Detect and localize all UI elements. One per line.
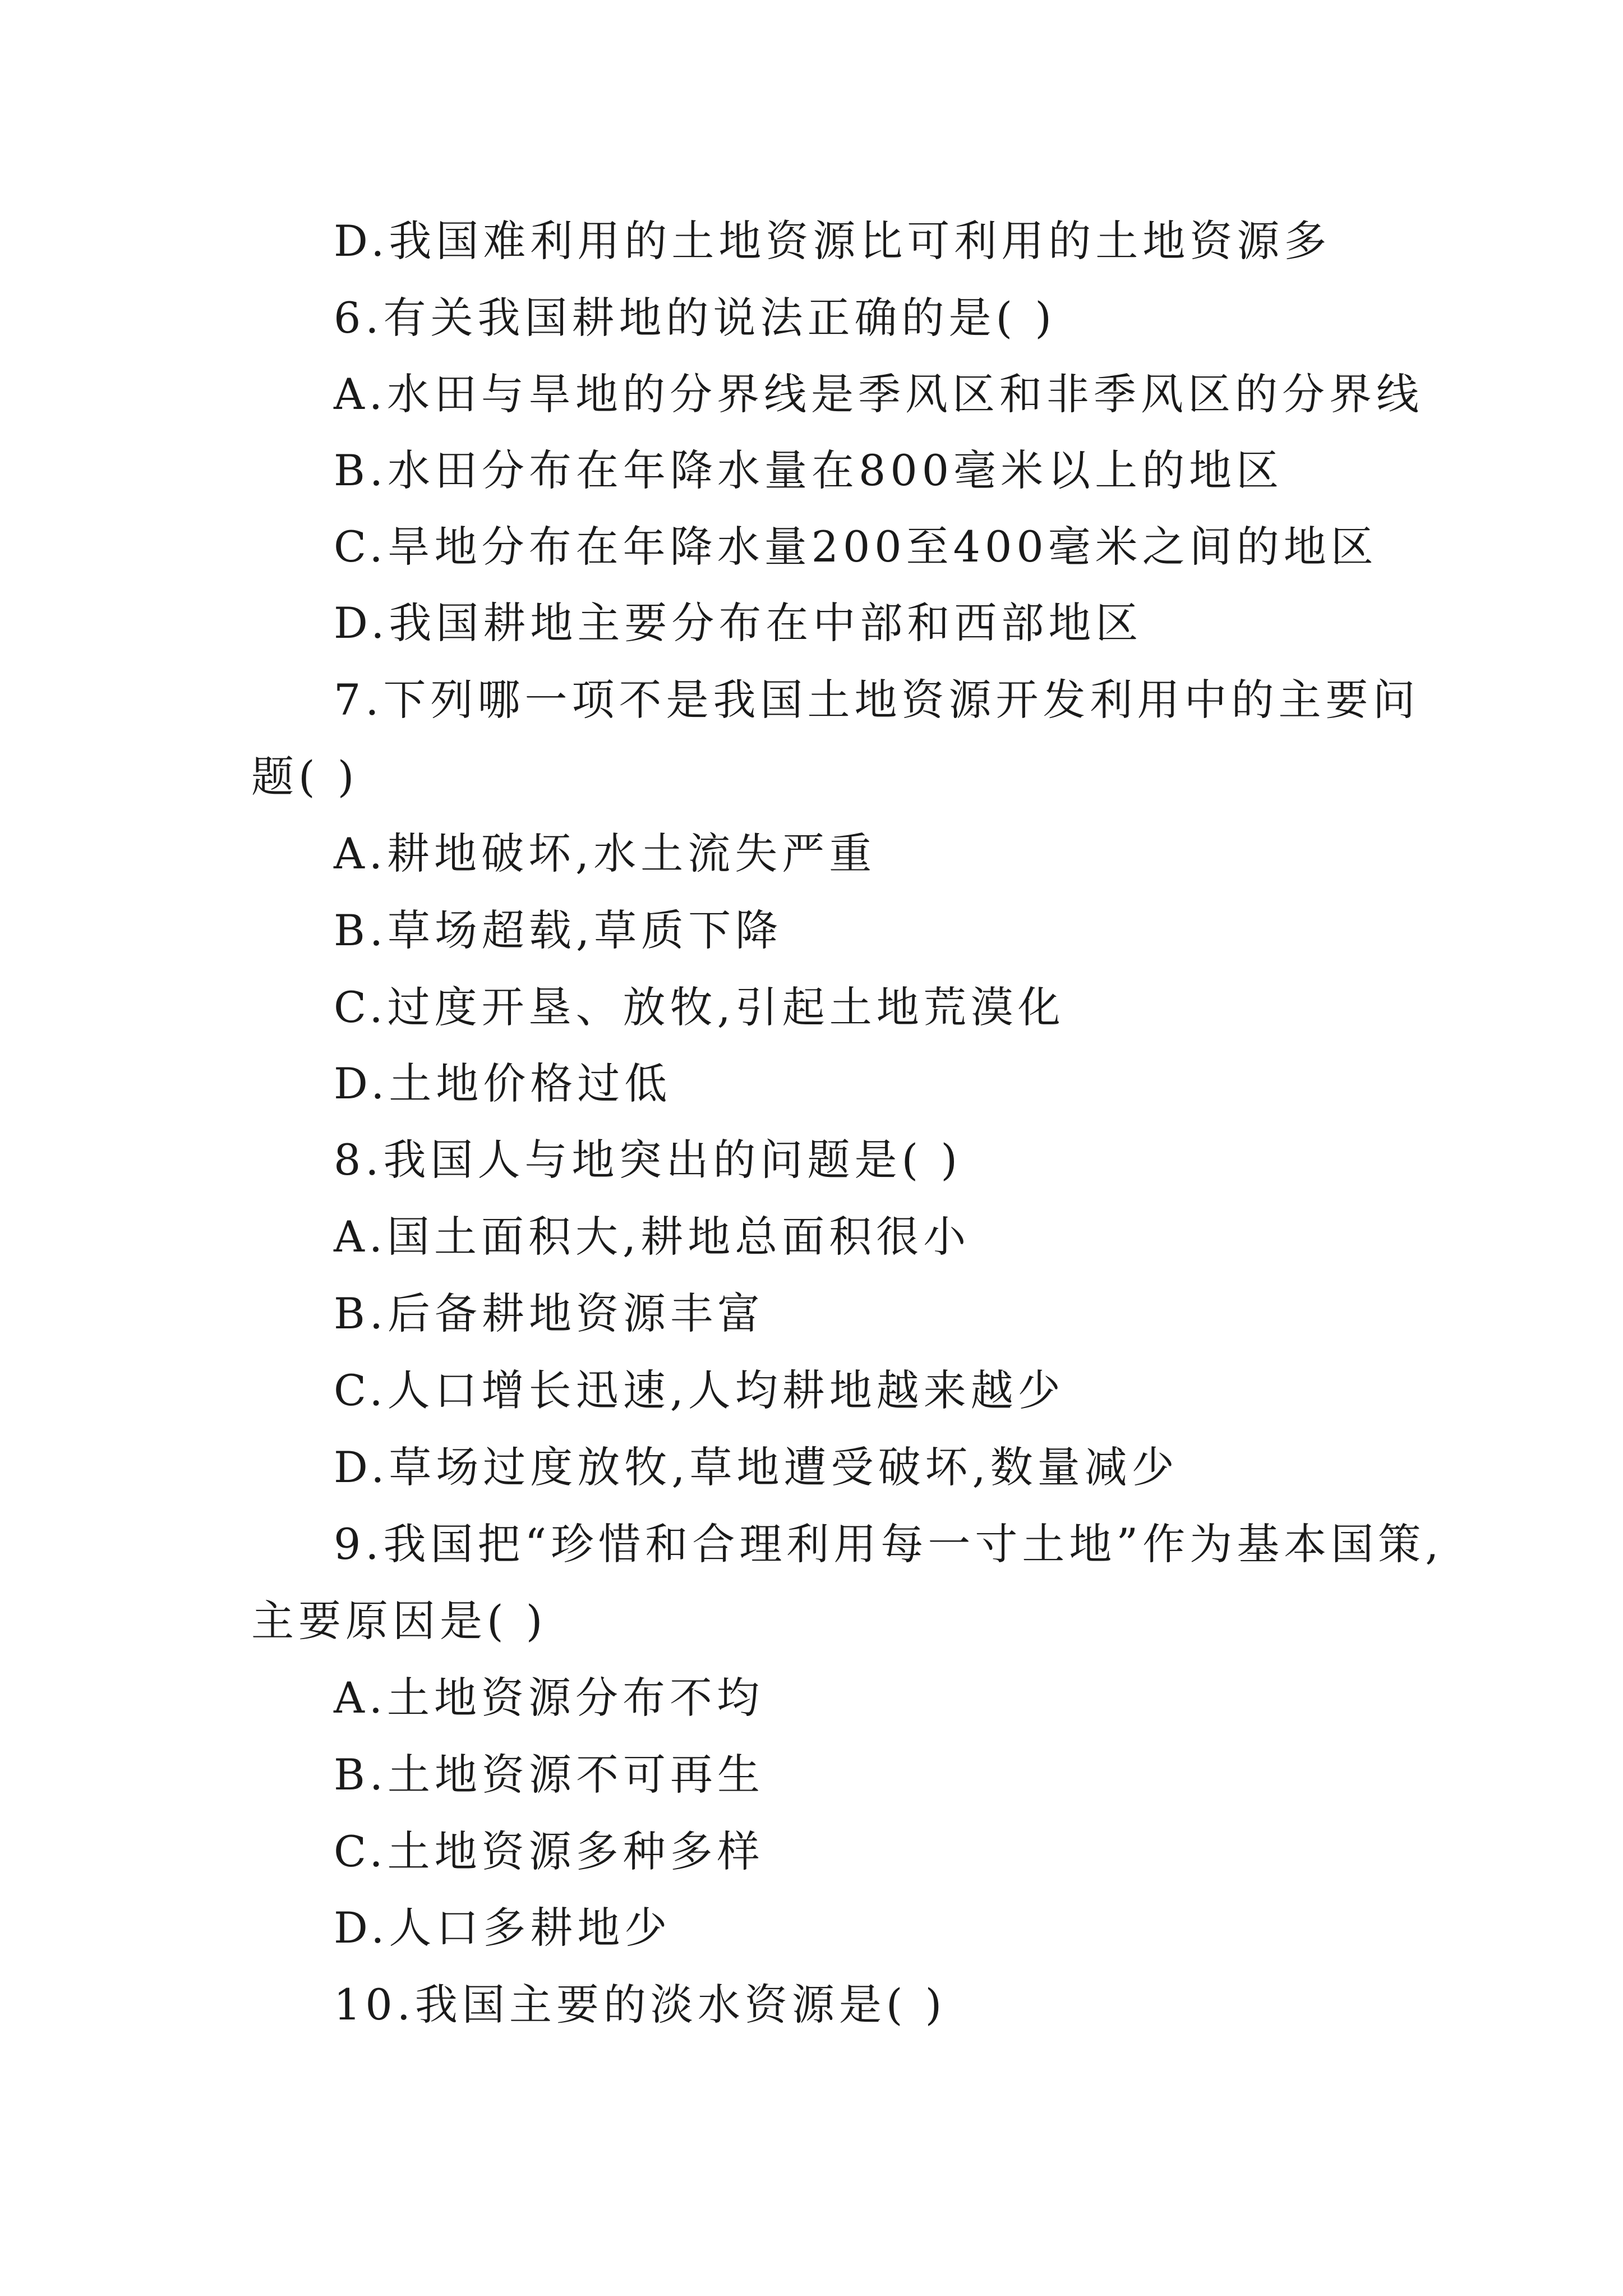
- option-7b: B.草场超载,草质下降: [334, 905, 783, 955]
- option-9a: A.土地资源分布不均: [334, 1673, 764, 1723]
- option-6a: A.水田与旱地的分界线是季风区和非季风区的分界线: [334, 369, 1424, 419]
- option-8c: C.人口增长迅速,人均耕地越来越少: [334, 1365, 1065, 1415]
- option-6d: D.我国耕地主要分布在中部和西部地区: [334, 598, 1143, 648]
- option-9c: C.土地资源多种多样: [334, 1826, 764, 1876]
- option-6c: C.旱地分布在年降水量200至400毫米之间的地区: [334, 522, 1378, 572]
- option-8d: D.草场过度放牧,草地遭受破坏,数量减少: [334, 1442, 1179, 1492]
- option-7c: C.过度开垦、放牧,引起土地荒漠化: [334, 982, 1065, 1032]
- question-9: 9.我国把“珍惜和合理利用每一寸土地”作为基本国策,: [334, 1519, 1444, 1569]
- option-8a: A.国土面积大,耕地总面积很小: [334, 1212, 971, 1262]
- option-9d: D.人口多耕地少: [334, 1903, 672, 1953]
- question-7-continued: 题( ): [251, 752, 359, 802]
- question-8: 8.我国人与地突出的问题是( ): [334, 1135, 962, 1185]
- question-7: 7.下列哪一项不是我国土地资源开发利用中的主要问: [334, 675, 1420, 725]
- question-10: 10.我国主要的淡水资源是( ): [334, 1980, 947, 2030]
- question-6: 6.有关我国耕地的说法正确的是( ): [334, 293, 1056, 343]
- option-7a: A.耕地破坏,水土流失严重: [334, 829, 877, 878]
- option-8b: B.后备耕地资源丰富: [334, 1289, 765, 1338]
- option-6b: B.水田分布在年降水量在800毫米以上的地区: [334, 445, 1284, 495]
- option-7d: D.土地价格过低: [334, 1059, 672, 1108]
- option-5d: D.我国难利用的土地资源比可利用的土地资源多: [334, 216, 1331, 266]
- option-9b: B.土地资源不可再生: [334, 1750, 765, 1800]
- question-9-continued: 主要原因是( ): [251, 1596, 547, 1646]
